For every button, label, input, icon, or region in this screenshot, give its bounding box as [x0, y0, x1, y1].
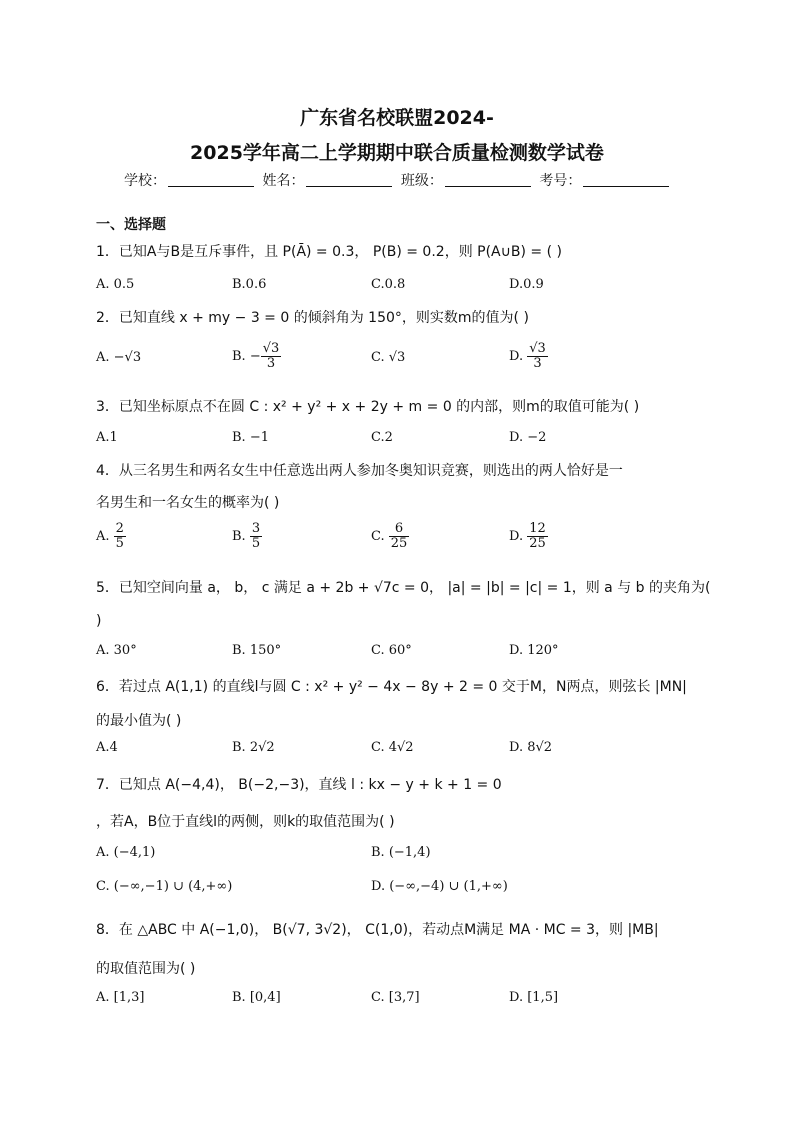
school-label: 学校： — [124, 173, 166, 189]
q8-option-a: A. [1,3] — [96, 990, 145, 1005]
q3-option-b: B. −1 — [232, 430, 269, 445]
q7-option-c: C. (−∞,−1) ∪ (4,+∞) — [96, 879, 233, 894]
q5-option-a: A. 30° — [96, 643, 137, 658]
q6-option-b: B. 2√2 — [232, 740, 275, 755]
q1-option-c: C.0.8 — [371, 277, 406, 292]
student-info-row — [124, 170, 673, 190]
q6-option-d: D. 8√2 — [509, 740, 553, 755]
question-5-line2: ) — [96, 613, 102, 629]
question-4-line1: 4．从三名男生和两名女生中任意选出两人参加冬奥知识竞赛，则选出的两人恰好是一 — [96, 463, 623, 479]
q3-option-d: D. −2 — [509, 430, 547, 445]
q5-option-b: B. 150° — [232, 643, 282, 658]
q7-option-a: A. (−4,1) — [96, 845, 156, 860]
question-1: 1．已知A与B是互斥事件，且 P(Ā) = 0.3， P(B) = 0.2，则 P(A∪B) = ( ) — [96, 244, 562, 260]
q2-option-d: D. $\frac{√3}{3}$ — [509, 341, 546, 371]
q6-option-a: A.4 — [96, 740, 118, 755]
q4-option-d: D. $\frac{12}{25}$ — [509, 521, 546, 551]
question-5-line1: 5．已知空间向量 a， b， c 满足 a + 2b + √7c = 0， |a| = |b| = |c| = 1，则 a 与 b 的夹角为( — [96, 580, 711, 596]
class-label: 班级： — [400, 173, 443, 189]
section-heading: 一、选择题 — [96, 217, 166, 233]
q4-option-c: C. $\frac{6}{25}$ — [371, 521, 408, 551]
name-label: 姓名： — [262, 173, 305, 189]
q7-option-b: B. (−1,4) — [371, 845, 431, 860]
question-2: 2．已知直线 x + my − 3 = 0 的倾斜角为 150°，则实数m的值为( ) — [96, 310, 529, 326]
question-6-line2: 的最小值为( ) — [96, 713, 182, 729]
question-7-line1: 7．已知点 A(−4,4)， B(−2,−3)，直线 l : kx − y + k + 1 = 0 — [96, 777, 502, 793]
q2-option-a: A. −√3 — [96, 350, 142, 365]
school-blank[interactable] — [168, 172, 254, 187]
q1-option-a: A. 0.5 — [96, 277, 135, 292]
name-blank[interactable] — [306, 172, 392, 187]
q2-option-c: C. √3 — [371, 350, 406, 365]
question-7-line2: ，若A，B位于直线l的两侧，则k的取值范围为( ) — [96, 814, 395, 830]
question-4-line2: 名男生和一名女生的概率为( ) — [96, 495, 280, 511]
q5-option-c: C. 60° — [371, 643, 412, 658]
q8-option-d: D. [1,5] — [509, 990, 559, 1005]
q2-option-b: B. − $\frac{√3}{3}$ — [232, 341, 280, 371]
q4-option-b: B. $\frac{3}{5}$ — [232, 521, 261, 551]
id-blank[interactable] — [583, 172, 669, 187]
exam-title-line2: 2025学年高二上学期期中联合质量检测数学试卷 — [190, 142, 604, 164]
class-blank[interactable] — [445, 172, 531, 187]
q1-option-d: D.0.9 — [509, 277, 544, 292]
q3-option-c: C.2 — [371, 430, 393, 445]
q3-option-a: A.1 — [96, 430, 118, 445]
q6-option-c: C. 4√2 — [371, 740, 414, 755]
q8-option-b: B. [0,4] — [232, 990, 281, 1005]
q5-option-d: D. 120° — [509, 643, 559, 658]
q4-option-a: A. $\frac{2}{5}$ — [96, 521, 124, 551]
question-8-line1: 8．在 △ABC 中 A(−1,0)， B(√7, 3√2)， C(1,0)，若动点M满足 MA · MC = 3，则 |MB| — [96, 922, 659, 938]
question-6-line1: 6．若过点 A(1,1) 的直线l与圆 C : x² + y² − 4x − 8y + 2 = 0 交于M，N两点，则弦长 |MN| — [96, 679, 687, 695]
exam-title-line1: 广东省名校联盟2024- — [300, 107, 494, 129]
q8-option-c: C. [3,7] — [371, 990, 420, 1005]
q1-option-b: B.0.6 — [232, 277, 267, 292]
id-label: 考号： — [539, 173, 582, 189]
q7-option-d: D. (−∞,−4) ∪ (1,+∞) — [371, 879, 508, 894]
question-8-line2: 的取值范围为( ) — [96, 961, 196, 977]
question-3: 3．已知坐标原点不在圆 C : x² + y² + x + 2y + m = 0 的内部，则m的取值可能为( ) — [96, 399, 640, 415]
